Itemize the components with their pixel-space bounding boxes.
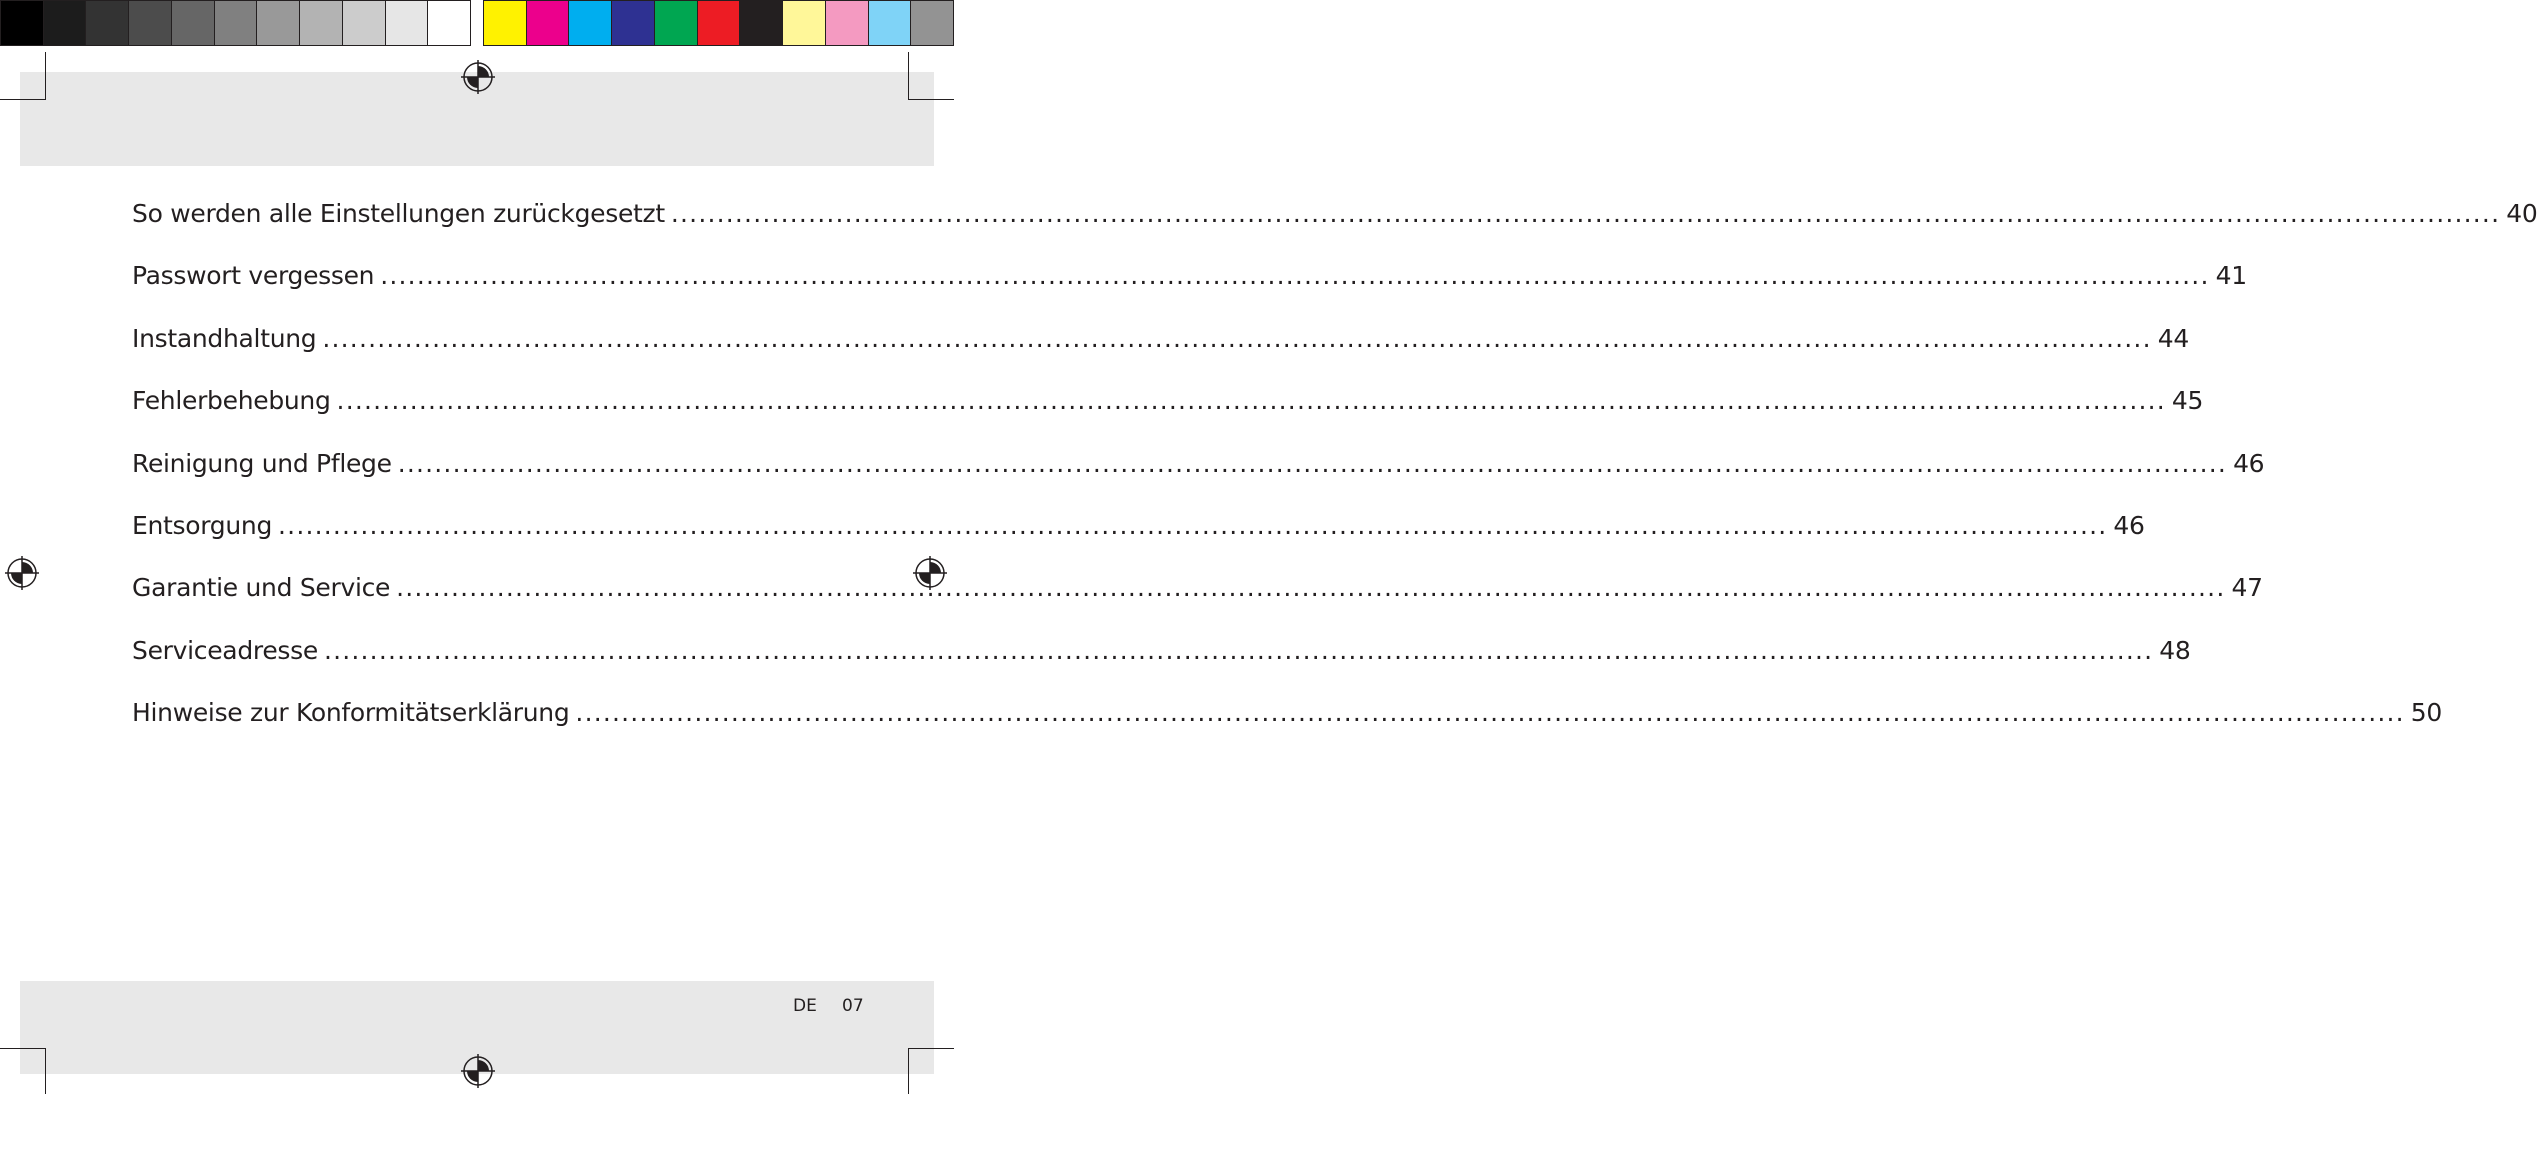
gray-swatch	[1, 1, 44, 45]
toc-entry-title: Serviceadresse	[132, 635, 318, 665]
color-swatch	[698, 1, 741, 45]
color-swatch	[484, 1, 527, 45]
gray-swatch	[300, 1, 343, 45]
footer-language: DE	[793, 996, 817, 1016]
toc-entry[interactable]	[132, 495, 2145, 557]
color-swatch	[612, 1, 655, 45]
gray-swatch	[129, 1, 172, 45]
gray-swatch	[386, 1, 429, 45]
toc-entry-title: So werden alle Einstellungen zurückgesetzt	[132, 199, 665, 228]
toc-entry-title: Fehlerbehebung	[132, 386, 331, 416]
gray-swatch	[215, 1, 258, 45]
color-calibration-bar	[483, 0, 954, 46]
toc-entry[interactable]	[132, 308, 2189, 370]
crop-mark-bottom-left-h	[0, 1048, 46, 1049]
registration-mark-icon	[461, 1054, 495, 1088]
toc-entry[interactable]	[132, 433, 2265, 495]
crop-mark-top-left-h	[0, 99, 46, 100]
color-swatch	[527, 1, 570, 45]
toc-entry[interactable]	[132, 557, 2263, 619]
toc-entry-page: 48	[2159, 635, 2191, 665]
color-swatch	[569, 1, 612, 45]
grayscale-calibration-bar	[0, 0, 471, 46]
toc-entry-page: 44	[2157, 323, 2189, 353]
gray-swatch	[172, 1, 215, 45]
toc-entry-page: 40	[2506, 199, 2537, 228]
toc-dot-leader: ........................................................................................................................................................................................................	[575, 698, 2405, 728]
toc-entry[interactable]	[132, 245, 2247, 307]
toc-entry-title: Instandhaltung	[132, 323, 317, 353]
toc-entry-title: Garantie und Service	[132, 573, 391, 603]
toc-entry-title: Reinigung und Pflege	[132, 448, 392, 478]
toc-dot-leader: ........................................................................................................................................................................................................	[396, 573, 2226, 603]
color-swatch	[783, 1, 826, 45]
registration-mark-icon	[461, 60, 495, 94]
toc-entry-page: 47	[2231, 573, 2263, 603]
toc-dot-leader: ........................................................................................................................................................................................................	[380, 261, 2210, 291]
table-of-contents	[132, 183, 2537, 745]
toc-entry-page: 41	[2215, 261, 2247, 291]
toc-entry[interactable]	[132, 370, 2204, 432]
crop-mark-top-right-h	[908, 99, 954, 100]
gray-swatch	[44, 1, 87, 45]
footer-page-number: 07	[842, 996, 864, 1016]
crop-mark-top-left-v	[45, 52, 46, 100]
toc-entry-title: Hinweise zur Konformitätserklärung	[132, 698, 570, 728]
toc-entry-page: 50	[2410, 698, 2442, 728]
crop-mark-top-right-v	[908, 52, 909, 100]
crop-mark-bottom-right-h	[908, 1048, 954, 1049]
toc-dot-leader: ........................................................................................................................................................................................................	[670, 199, 2501, 228]
color-swatch	[869, 1, 912, 45]
gray-swatch	[86, 1, 129, 45]
crop-mark-bottom-left-v	[45, 1048, 46, 1094]
gray-swatch	[343, 1, 386, 45]
toc-entry[interactable]	[132, 620, 2191, 682]
color-swatch	[655, 1, 698, 45]
color-swatch	[826, 1, 869, 45]
crop-mark-bottom-right-v	[908, 1048, 909, 1094]
toc-entry[interactable]	[132, 682, 2442, 744]
toc-dot-leader: ........................................................................................................................................................................................................	[322, 323, 2152, 353]
gray-swatch	[257, 1, 300, 45]
toc-entry-page: 45	[2171, 386, 2204, 416]
toc-entry-page: 46	[2233, 448, 2265, 478]
toc-dot-leader: ........................................................................................................................................................................................................	[323, 635, 2154, 665]
toc-dot-leader: ........................................................................................................................................................................................................	[336, 386, 2166, 416]
toc-entry-title: Entsorgung	[132, 510, 273, 540]
registration-mark-icon	[5, 556, 39, 590]
toc-entry-page: 46	[2113, 510, 2145, 540]
toc-dot-leader: ........................................................................................................................................................................................................	[278, 510, 2108, 540]
color-swatch	[740, 1, 783, 45]
toc-dot-leader: ........................................................................................................................................................................................................	[397, 448, 2228, 478]
toc-entry[interactable]	[132, 183, 2537, 245]
color-swatch	[911, 1, 953, 45]
toc-entry-title: Passwort vergessen	[132, 261, 375, 291]
gray-swatch	[428, 1, 470, 45]
